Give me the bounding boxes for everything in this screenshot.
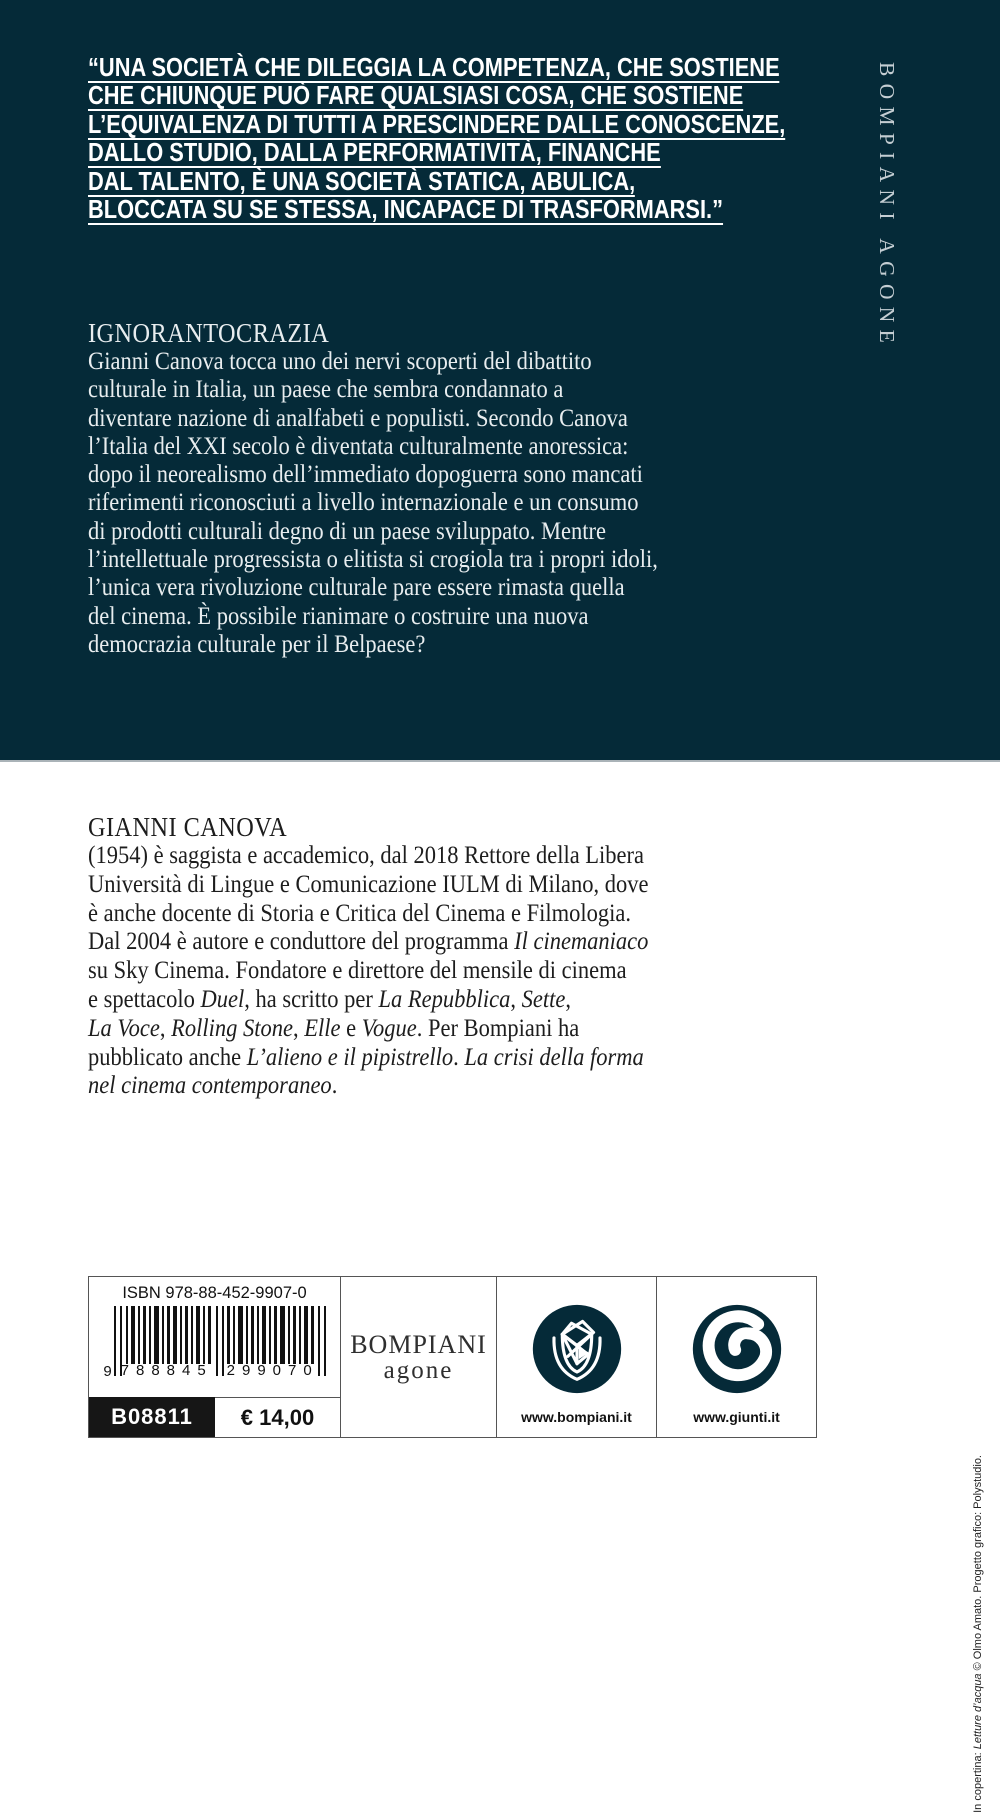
barcode-digit-group-1: 788845	[120, 1362, 213, 1379]
author-bio-text: (1954) è saggista e accademico, dal 2018 Rettore della Libera Università di Lingue e Comunicazione IULM di Milano, dove è anche docente di Storia e Critica del Cinema e Filmologia. Dal 2004 è autore e conduttore del programma Il cinemaniaco su Sky Cinema. Fondatore e direttore del mensile di cinema e spettacolo Duel, ha scritto per La Repubblica, Sette, La Voce, Rolling Stone, Elle e Vogue. Per Bompiani ha pubblicato anche L’alieno e il pipistrello. La crisi della forma nel cinema contemporaneo.	[88, 842, 649, 1100]
barcode	[89, 1306, 340, 1378]
barcode-left-digit: 9	[103, 1363, 112, 1380]
giunti-url: www.giunti.it	[693, 1409, 780, 1425]
imprint-series: agone	[383, 1356, 454, 1384]
book-title-heading: IGNORANTOCRAZIA	[88, 318, 330, 348]
white-panel	[0, 762, 1000, 1813]
imprint-name: BOMPIANI	[350, 1329, 487, 1359]
footer-strip	[88, 1276, 818, 1438]
barcode-digit-group-2: 299070	[226, 1362, 319, 1379]
imprint-block	[340, 1276, 497, 1438]
navy-panel	[0, 0, 1000, 762]
cover-photo-credit-vertical: In copertina: Letture d’acqua © Olmo Amato. Progetto grafico: Polystudio.	[972, 1455, 984, 1813]
giunti-logo-block	[656, 1276, 817, 1438]
giunti-logo-icon	[691, 1303, 783, 1395]
bompiani-url: www.bompiani.it	[521, 1409, 632, 1425]
series-title-vertical: BOMPIANI AGONE	[875, 62, 899, 351]
author-name-heading: GIANNI CANOVA	[88, 812, 288, 842]
bompiani-logo-block	[496, 1276, 657, 1438]
price-label: € 14,00	[215, 1397, 340, 1437]
synopsis-text: Gianni Canova tocca uno dei nervi scoperti del dibattito culturale in Italia, un paese che sembra condannato a diventare nazione di analfabeti e populisti. Secondo Canova l’Italia del XXI secolo è diventata culturalmente anoressica: dopo il neorealismo dell’immediato dopoguerra sono mancati riferimenti riconosciuti a livello internazionale e un consumo di prodotti culturali degno di un paese sviluppato. Mentre l’intellettuale progressista o elitista si crogiola tra i propri idoli, l’unica vera rivoluzione culturale pare essere rimasta quella del cinema. È possibile rianimare o costruire una nuova democrazia culturale per il Belpaese?	[88, 348, 658, 658]
isbn-barcode-block	[88, 1276, 341, 1438]
bompiani-rose-icon	[531, 1303, 623, 1395]
catalog-code: B08811	[89, 1397, 215, 1437]
cover-quote: “UNA SOCIETÀ CHE DILEGGIA LA COMPETENZA, CHE SOSTIENE CHE CHIUNQUE PUÒ FARE QUALSIASI COSA, CHE SOSTIENE L’EQUIVALENZA DI TUTTI A PRESCINDERE DALLE CONOSCENZE, DALLO STUDIO, DALLA PERFORMATIVITÀ, FINANCHE DAL TALENTO, È UNA SOCIETÀ STATICA, ABULICA, BLOCCATA SU SE STESSA, INCAPACE DI TRASFORMARSI.”	[88, 52, 786, 224]
isbn-label: ISBN 978-88-452-9907-0	[122, 1284, 307, 1302]
